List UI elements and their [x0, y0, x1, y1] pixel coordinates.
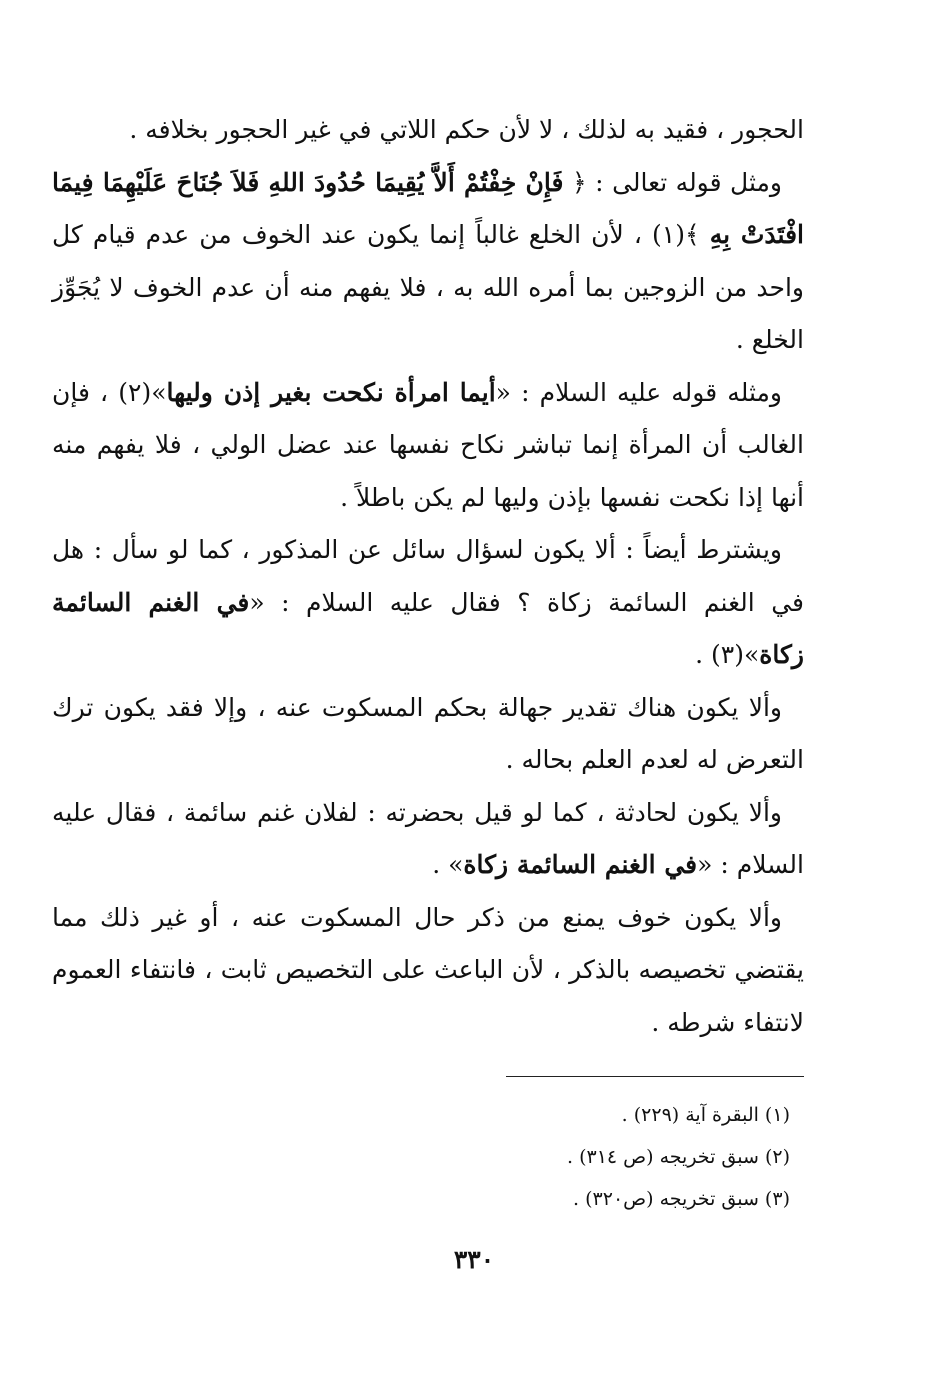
body-text [52, 104, 804, 1049]
quran-verse: فَإِنْ خِفْتُمْ أَلاَّ يُقِيمَا حُدُودَ اللهِ فَلاَ جُنَاحَ عَلَيْهِمَا فِيمَا افْتَدَتْ بِهِ [52, 167, 804, 249]
paragraph-3 [52, 367, 804, 525]
footnote-2: (٢) سبق تخريجه (ص ٣١٤) . [567, 1146, 790, 1168]
paragraph-4-intro: ويشترط أيضاً : ألا يكون لسؤال سائل عن المذكور ، كما لو سأل : هل في الغنم السائمة زكاة ؟ فقال عليه السلام : « [52, 535, 804, 617]
paragraph-5-text: وألا يكون هناك تقدير جهالة بحكم المسكوت عنه ، وإلا فقد يكون ترك التعرض له لعدم العلم بحاله . [52, 692, 804, 774]
paragraph-1-text: الحجور ، فقيد به لذلك ، لا لأن حكم اللاتي في غير الحجور بخلافه . [129, 115, 804, 144]
paragraph-2-intro: ومثل قوله تعالى : ﴿ [563, 167, 782, 197]
paragraph-4 [52, 524, 804, 682]
paragraph-1 [52, 104, 804, 157]
paragraph-5 [52, 682, 804, 787]
paragraph-3-intro: ومثله قوله عليه السلام : « [495, 377, 782, 407]
footnote-1: (١) البقرة آية (٢٢٩) . [621, 1104, 790, 1126]
paragraph-7-text: وألا يكون خوف يمنع من ذكر حال المسكوت عنه ، أو غير ذلك مما يقتضي تخصيصه بالذكر ، لأن الباعث على التخصيص ثابت ، فانتفاء العموم لانتفاء شرطه . [52, 902, 804, 1037]
paragraph-4-rest: »(٣) . [695, 640, 760, 669]
footnote-divider [506, 1076, 804, 1077]
hadith-quote-1: أيما امرأة نكحت بغير إذن وليها [166, 377, 496, 407]
paragraph-2 [52, 157, 804, 367]
paragraph-2-rest: ﴾(١) ، لأن الخلع غالباً إنما يكون عند الخوف من عدم قيام كل واحد من الزوجين بما أمره الله به ، فلا يفهم منه أن عدم الخوف لا يُجَوِّز الخلع . [52, 220, 804, 354]
hadith-quote-3: في الغنم السائمة زكاة [463, 850, 698, 879]
paragraph-6-intro: وألا يكون لحادثة ، كما لو قيل بحضرته : لفلان غنم سائمة ، فقال عليه السلام : « [52, 797, 804, 879]
footnote-3: (٣) سبق تخريجه (ص٣٢٠) . [573, 1188, 790, 1210]
page-number: ٣٣٠ [453, 1245, 495, 1274]
paragraph-7 [52, 892, 804, 1050]
footnotes [380, 1094, 790, 1220]
paragraph-3-rest: »(٢) ، فإن الغالب أن المرأة إنما تباشر نكاح نفسها عند عضل الولي ، فلا يفهم منه أنها إذا نكحت نفسها بإذن وليها لم يكن باطلاً . [52, 377, 804, 512]
paragraph-6 [52, 787, 804, 892]
hadith-quote-2: في الغنم السائمة زكاة [52, 587, 804, 669]
paragraph-6-rest: » . [432, 850, 464, 879]
